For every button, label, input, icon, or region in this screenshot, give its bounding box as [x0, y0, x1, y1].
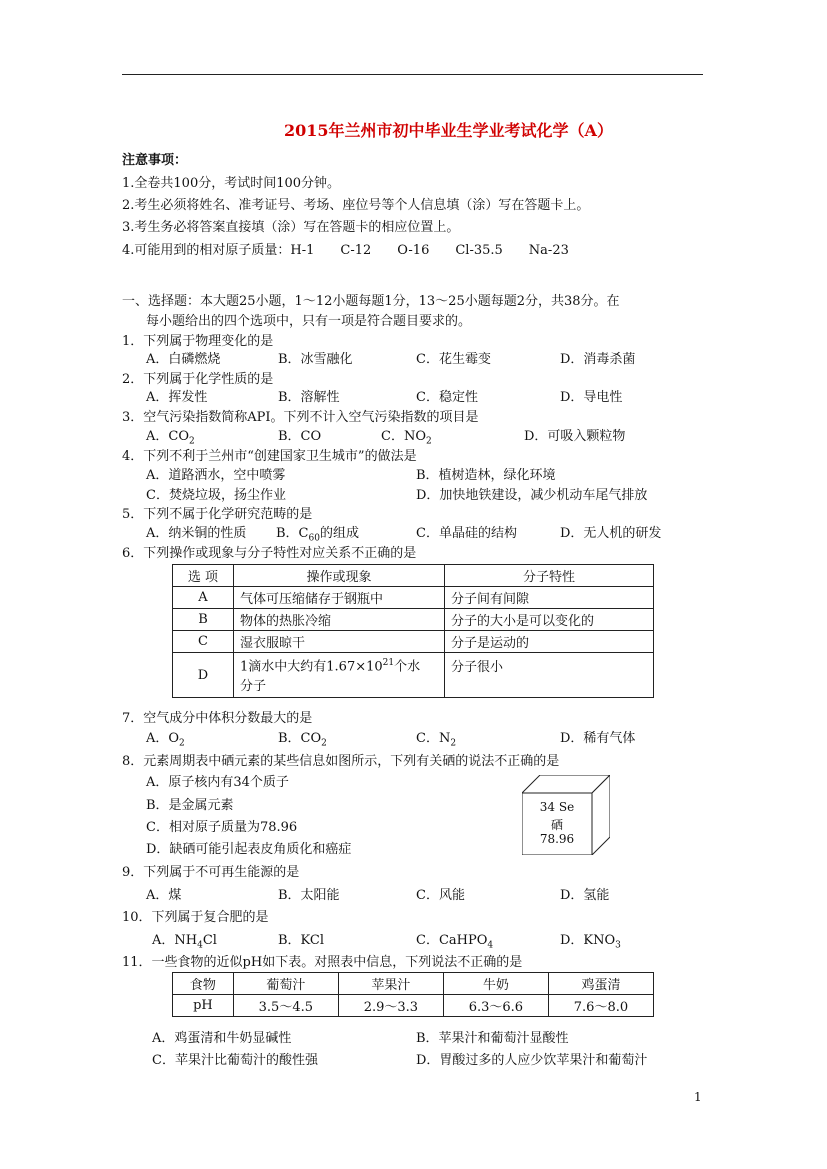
option-a: A．鸡蛋清和牛奶显碱性 [152, 1031, 292, 1046]
table-cell: 6.3～6.6 [443, 995, 548, 1017]
option-d: D．导电性 [560, 390, 623, 405]
table-row [173, 609, 654, 631]
table-cell: 7.6～8.0 [548, 995, 653, 1017]
table-header-cell: 牛奶 [443, 973, 548, 995]
table-cell: 2.9～3.3 [338, 995, 443, 1017]
table-header-row [173, 565, 654, 587]
table-cell: 分子间有间隙 [445, 587, 654, 609]
molecule-table [172, 564, 654, 698]
notice-item: 1.全卷共100分，考试时间100分钟。 [122, 176, 341, 191]
option-a: A．纳米铜的性质 [146, 526, 247, 541]
table-header-cell: 苹果汁 [338, 973, 443, 995]
page-number: 1 [694, 1090, 702, 1104]
header-rule [122, 74, 703, 75]
option-c: C．焚烧垃圾，扬尘作业 [146, 488, 286, 503]
table-cell: B [173, 609, 234, 631]
question-stem: 11．一些食物的近似pH如下表。对照表中信息，下列说法不正确的是 [122, 955, 523, 970]
option-d: D．胃酸过多的人应少饮苹果汁和葡萄汁 [416, 1053, 648, 1068]
option-c: C．苹果汁比葡萄汁的酸性强 [152, 1053, 318, 1068]
option-b: B．$CO_2$ [278, 731, 327, 749]
table-cell: 分子很小 [445, 653, 654, 698]
option-b: B．苹果汁和葡萄汁显酸性 [416, 1031, 569, 1046]
option-b: B．植树造林，绿化环境 [416, 468, 556, 483]
option-a: A．白磷燃烧 [146, 352, 221, 367]
option-a: A．$NH_4Cl$ [152, 933, 217, 951]
question-stem: 9．下列属于不可再生能源的是 [122, 865, 300, 880]
option-a: A．道路洒水，空中喷雾 [146, 468, 286, 483]
option-d: D．稀有气体 [560, 731, 636, 746]
table-cell: 湿衣服晾干 [234, 631, 445, 653]
table-header-row [173, 973, 654, 995]
exam-title: 2015年兰州市初中毕业生学业考试化学（A） [284, 121, 613, 140]
option-c: C．$NO_2$ [381, 429, 432, 447]
table-header-cell: 食物 [173, 973, 234, 995]
table-header-cell: 葡萄汁 [233, 973, 338, 995]
notice-item: 2.考生必须将姓名、准考证号、考场、座位号等个人信息填（涂）写在答题卡上。 [122, 198, 590, 213]
ph-table [172, 972, 654, 1017]
question-stem: 3．空气污染指数简称API。下列不计入空气污染指数的项目是 [122, 410, 479, 425]
option-d: D．消毒杀菌 [560, 352, 636, 367]
question-stem: 10．下列属于复合肥的是 [122, 910, 269, 925]
option-d: D．$KNO_3$ [560, 933, 621, 951]
table-cell: 分子是运动的 [445, 631, 654, 653]
notice-heading: 注意事项： [122, 153, 188, 168]
option-a: A．煤 [146, 888, 182, 903]
element-number-symbol: 34 Se [539, 800, 575, 814]
option-c: C．$N_2$ [416, 731, 457, 749]
table-cell: D [173, 653, 234, 698]
table-cell: 气体可压缩储存于钢瓶中 [234, 587, 445, 609]
table-cell: 1滴水中大约有$1.67\times 10^{21}$个水 分子 [234, 653, 445, 698]
option-d: D．氢能 [560, 888, 610, 903]
table-row [173, 995, 654, 1017]
table-row [173, 653, 654, 698]
section-instruction: 每小题给出的四个选项中，只有一项是符合题目要求的。 [146, 314, 472, 329]
option-b: B．KCl [278, 933, 325, 948]
question-stem: 1．下列属于物理变化的是 [122, 334, 274, 349]
option-c: C．花生霉变 [416, 352, 491, 367]
option-a: A．$CO_2$ [146, 429, 195, 447]
table-row [173, 587, 654, 609]
section-instruction: 一、选择题：本大题25小题，1～12小题每题1分，13～25小题每题2分，共38分。在 [122, 294, 620, 309]
table-cell: C [173, 631, 234, 653]
option-d: D．可吸入颗粒物 [524, 429, 626, 444]
option-a: A．$O_2$ [146, 731, 185, 749]
table-header-cell: 鸡蛋清 [548, 973, 653, 995]
question-stem: 7．空气成分中体积分数最大的是 [122, 711, 313, 726]
option-d: D．缺硒可能引起表皮角质化和癌症 [146, 842, 352, 857]
option-a: A．挥发性 [146, 390, 208, 405]
element-mass: 78.96 [539, 832, 575, 846]
option-c: C．CaHPO$_4$ [416, 933, 494, 951]
option-c: C．单晶硅的结构 [416, 526, 517, 541]
question-stem: 5．下列不属于化学研究范畴的是 [122, 507, 313, 522]
table-header-cell: 操作或现象 [234, 565, 445, 587]
notice-item: 3.考生务必将答案直接填（涂）写在答题卡的相应位置上。 [122, 220, 460, 235]
table-cell: A [173, 587, 234, 609]
option-b: B．冰雪融化 [278, 352, 353, 367]
option-b: B．$C_{60}$的组成 [276, 526, 359, 544]
table-header-cell: 选 项 [173, 565, 234, 587]
table-cell: 分子的大小是可以变化的 [445, 609, 654, 631]
notice-item: 4.可能用到的相对原子质量：H-1 C-12 O-16 Cl-35.5 Na-23 [122, 243, 569, 258]
option-b: B．CO [278, 429, 322, 444]
table-cell: 3.5～4.5 [233, 995, 338, 1017]
option-c: C．稳定性 [416, 390, 478, 405]
question-stem: 8．元素周期表中硒元素的某些信息如图所示，下列有关硒的说法不正确的是 [122, 754, 560, 769]
element-name: 硒 [550, 818, 563, 832]
option-b: B．溶解性 [278, 390, 340, 405]
option-b: B．是金属元素 [146, 798, 234, 813]
option-c: C．相对原子质量为78.96 [146, 820, 298, 835]
table-header-cell: 分子特性 [445, 565, 654, 587]
option-a: A．原子核内有34个质子 [146, 775, 289, 790]
table-cell: pH [173, 995, 234, 1017]
option-d: D．加快地铁建设，减少机动车尾气排放 [416, 488, 648, 503]
selenium-element-card [522, 775, 610, 855]
question-stem: 6．下列操作或现象与分子特性对应关系不正确的是 [122, 546, 417, 561]
question-stem: 4．下列不利于兰州市“创建国家卫生城市”的做法是 [122, 449, 417, 464]
table-row [173, 631, 654, 653]
option-d: D．无人机的研发 [560, 526, 662, 541]
option-b: B．太阳能 [278, 888, 340, 903]
question-stem: 2．下列属于化学性质的是 [122, 372, 274, 387]
option-c: C．风能 [416, 888, 465, 903]
table-cell: 物体的热胀冷缩 [234, 609, 445, 631]
